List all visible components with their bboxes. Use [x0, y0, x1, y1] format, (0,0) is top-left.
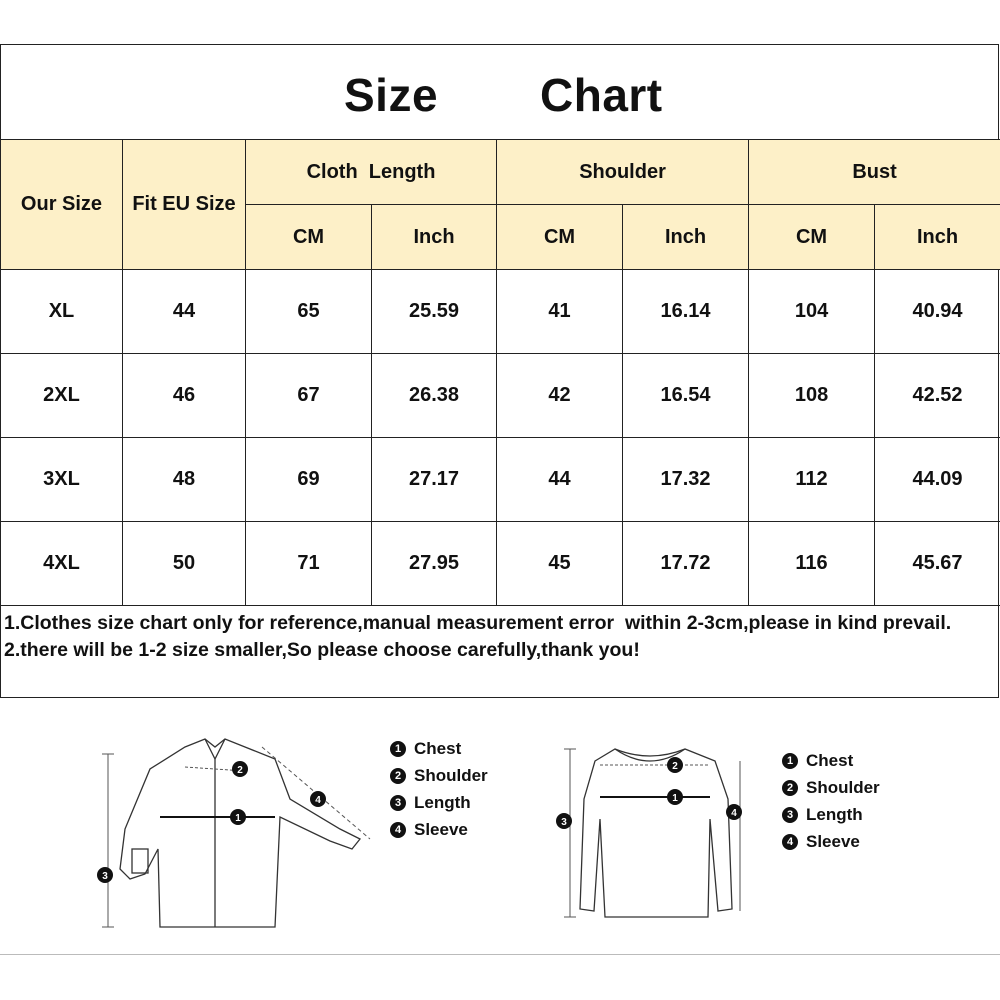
legend-item [782, 774, 880, 801]
value-cell: 112 [749, 438, 875, 522]
value-cell: 104 [749, 270, 875, 354]
marker-2: 2 [237, 765, 243, 776]
eu-cell: 44 [123, 270, 246, 354]
number-badge-icon: 2 [390, 768, 406, 784]
table-row [1, 438, 1000, 522]
col-our-size: Our Size [1, 140, 123, 270]
legend-item [390, 735, 488, 762]
group-shoulder: Shoulder [497, 140, 749, 205]
marker-4: 4 [315, 795, 321, 806]
legend-item [782, 747, 880, 774]
page-title [0, 44, 1000, 139]
legend-right [782, 747, 880, 855]
legend-label: Sleeve [806, 831, 860, 851]
legend-label: Length [806, 804, 863, 824]
header-row [1, 140, 1000, 205]
legend-item [390, 762, 488, 789]
value-cell: 27.17 [372, 438, 497, 522]
value-cell: 44.09 [875, 438, 1000, 522]
value-cell: 44 [497, 438, 623, 522]
number-badge-icon: 2 [782, 780, 798, 796]
value-cell: 17.72 [623, 522, 749, 606]
unit-cell: Inch [875, 205, 1000, 270]
marker-1: 1 [672, 793, 678, 804]
eu-cell: 46 [123, 354, 246, 438]
value-cell: 41 [497, 270, 623, 354]
legend-label: Sleeve [414, 819, 468, 839]
sweater-outline [580, 749, 732, 917]
value-cell: 116 [749, 522, 875, 606]
legend-label: Chest [414, 738, 462, 758]
value-cell: 27.95 [372, 522, 497, 606]
number-badge-icon: 3 [782, 807, 798, 823]
table-row [1, 270, 1000, 354]
unit-cell: Inch [623, 205, 749, 270]
eu-cell: 48 [123, 438, 246, 522]
legend-label: Length [414, 792, 471, 812]
size-cell: XL [1, 270, 123, 354]
table-row [1, 522, 1000, 606]
legend-label: Shoulder [414, 765, 488, 785]
unit-cell: CM [246, 205, 372, 270]
legend-item [390, 816, 488, 843]
value-cell: 16.54 [623, 354, 749, 438]
note-1: 1.Clothes size chart only for reference,manual measurement error within 2-3cm,please in kind prevail. [4, 612, 952, 634]
group-cloth-length: Cloth Length [246, 140, 497, 205]
number-badge-icon: 1 [782, 753, 798, 769]
notes [4, 610, 994, 664]
note-2: 2.there will be 1-2 size smaller,So please choose carefully,thank you! [4, 639, 640, 661]
value-cell: 42.52 [875, 354, 1000, 438]
size-table [0, 139, 1000, 606]
marker-2: 2 [672, 761, 678, 772]
value-cell: 25.59 [372, 270, 497, 354]
value-cell: 16.14 [623, 270, 749, 354]
legend-item [782, 828, 880, 855]
legend-left [390, 735, 488, 843]
value-cell: 67 [246, 354, 372, 438]
number-badge-icon: 4 [390, 822, 406, 838]
col-fit-eu-size: Fit EU Size [123, 140, 246, 270]
value-cell: 45 [497, 522, 623, 606]
table-row [1, 354, 1000, 438]
size-cell: 3XL [1, 438, 123, 522]
marker-3: 3 [561, 817, 567, 828]
legend-label: Shoulder [806, 777, 880, 797]
number-badge-icon: 4 [782, 834, 798, 850]
value-cell: 65 [246, 270, 372, 354]
legend-item [390, 789, 488, 816]
title-size: Size [344, 69, 439, 121]
eu-cell: 50 [123, 522, 246, 606]
sweater-measure-lines [564, 749, 740, 917]
value-cell: 42 [497, 354, 623, 438]
value-cell: 45.67 [875, 522, 1000, 606]
legend-label: Chest [806, 750, 854, 770]
unit-cell: CM [497, 205, 623, 270]
unit-cell: Inch [372, 205, 497, 270]
value-cell: 69 [246, 438, 372, 522]
marker-3: 3 [102, 871, 108, 882]
title-chart: Chart [540, 69, 663, 121]
legend-item [782, 801, 880, 828]
unit-cell: CM [749, 205, 875, 270]
size-cell: 4XL [1, 522, 123, 606]
marker-4: 4 [731, 808, 737, 819]
value-cell: 26.38 [372, 354, 497, 438]
group-bust: Bust [749, 140, 1000, 205]
size-cell: 2XL [1, 354, 123, 438]
sweater-diagram [550, 739, 760, 979]
value-cell: 71 [246, 522, 372, 606]
measurement-diagrams [0, 699, 1000, 955]
value-cell: 108 [749, 354, 875, 438]
value-cell: 40.94 [875, 270, 1000, 354]
value-cell: 17.32 [623, 438, 749, 522]
number-badge-icon: 3 [390, 795, 406, 811]
number-badge-icon: 1 [390, 741, 406, 757]
marker-1: 1 [235, 813, 241, 824]
